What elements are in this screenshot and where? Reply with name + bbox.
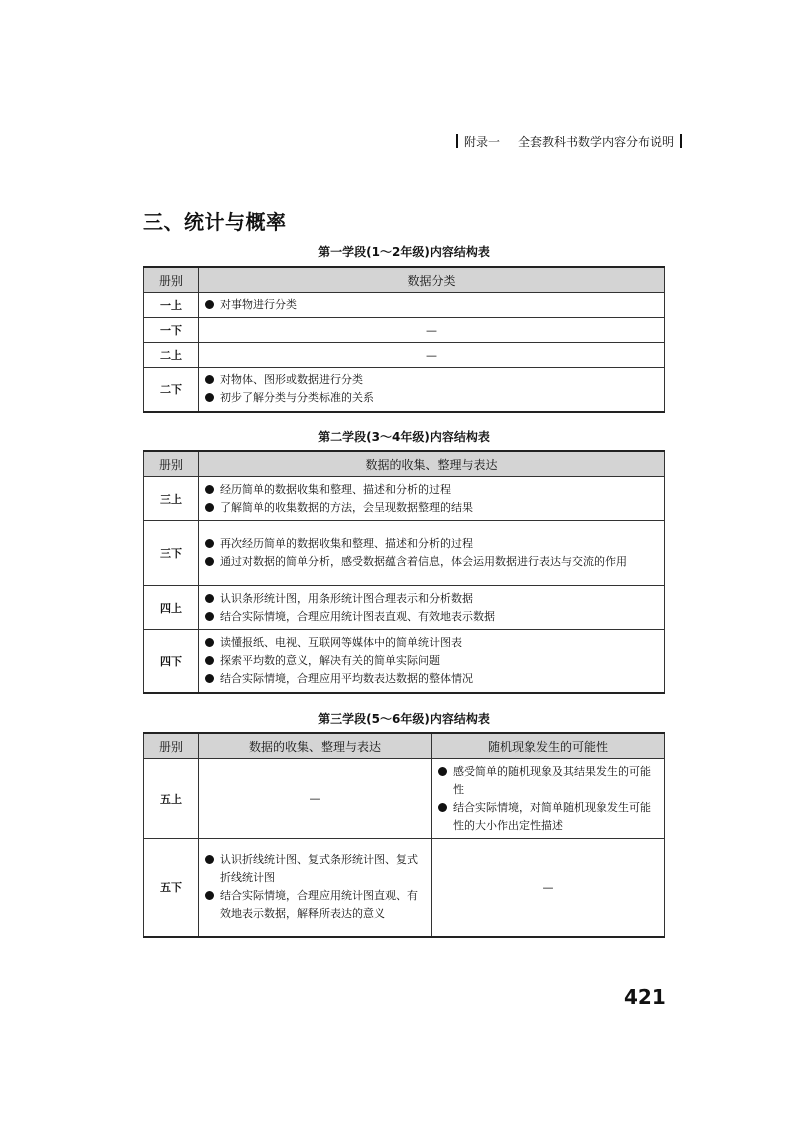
bullet-icon xyxy=(205,300,214,309)
bullet-icon xyxy=(205,557,214,566)
volume-cell: 二上 xyxy=(144,343,199,368)
table-row xyxy=(144,368,665,412)
section-title: 三、统计与概率 xyxy=(143,210,287,234)
empty-dash: — xyxy=(199,343,665,368)
table1 xyxy=(143,266,665,413)
volume-cell: 二下 xyxy=(144,368,199,412)
volume-cell: 一下 xyxy=(144,318,199,343)
list-item: 通过对数据的简单分析，感受数据蕴含着信息，体会运用数据进行表达与交流的作用 xyxy=(205,553,658,571)
list-item: 再次经历简单的数据收集和整理、描述和分析的过程 xyxy=(205,535,658,553)
list-item: 初步了解分类与分类标准的关系 xyxy=(205,389,658,407)
table-row xyxy=(144,630,665,693)
bullet-icon xyxy=(205,503,214,512)
volume-cell: 四上 xyxy=(144,586,199,630)
header-right-rule xyxy=(680,134,682,148)
running-header xyxy=(456,132,696,150)
table-row xyxy=(144,521,665,586)
header-left-rule xyxy=(456,134,458,148)
bullet-icon xyxy=(205,891,214,900)
list-item: 认识条形统计图，用条形统计图合理表示和分析数据 xyxy=(205,590,658,608)
volume-cell: 五下 xyxy=(144,839,199,937)
bullet-icon xyxy=(205,674,214,683)
table3-caption: 第三学段(5～6年级)内容结构表 xyxy=(318,712,490,726)
volume-cell: 一上 xyxy=(144,293,199,318)
table2 xyxy=(143,450,665,694)
list-item: 对事物进行分类 xyxy=(205,296,658,314)
page-number: 421 xyxy=(624,985,666,1009)
list-item: 了解简单的收集数据的方法，会呈现数据整理的结果 xyxy=(205,499,658,517)
table3 xyxy=(143,732,665,938)
table-row xyxy=(144,586,665,630)
bullet-icon xyxy=(205,375,214,384)
volume-cell: 五上 xyxy=(144,759,199,839)
bullet-icon xyxy=(205,855,214,864)
table1-header-volume: 册别 xyxy=(144,267,199,293)
empty-dash: — xyxy=(199,318,665,343)
list-item: 探索平均数的意义，解决有关的简单实际问题 xyxy=(205,652,658,670)
table-row xyxy=(144,343,665,368)
table-row xyxy=(144,839,665,937)
volume-cell: 四下 xyxy=(144,630,199,693)
table-row xyxy=(144,318,665,343)
table-row xyxy=(144,759,665,839)
list-item: 结合实际情境，对简单随机现象发生可能性的大小作出定性描述 xyxy=(438,799,658,835)
bullet-icon xyxy=(205,539,214,548)
table-row xyxy=(144,293,665,318)
list-item: 结合实际情境，合理应用平均数表达数据的整体情况 xyxy=(205,670,658,688)
empty-dash: — xyxy=(199,759,432,839)
empty-dash: — xyxy=(432,839,665,937)
volume-cell: 三下 xyxy=(144,521,199,586)
bullet-icon xyxy=(205,612,214,621)
appendix-label: 附录一 xyxy=(464,134,501,149)
bullet-icon xyxy=(205,485,214,494)
table-row xyxy=(144,477,665,521)
list-item: 对物体、图形或数据进行分类 xyxy=(205,371,658,389)
bullet-icon xyxy=(438,803,447,812)
list-item: 结合实际情境，合理应用统计图直观、有效地表示数据，解释所表达的意义 xyxy=(205,887,425,923)
list-item: 认识折线统计图、复式条形统计图、复式折线统计图 xyxy=(205,851,425,887)
list-item: 感受简单的随机现象及其结果发生的可能性 xyxy=(438,763,658,799)
table3-header-volume: 册别 xyxy=(144,733,199,759)
list-item: 结合实际情境，合理应用统计图表直观、有效地表示数据 xyxy=(205,608,658,626)
bullet-icon xyxy=(205,656,214,665)
table2-header-volume: 册别 xyxy=(144,451,199,477)
table1-caption: 第一学段(1～2年级)内容结构表 xyxy=(318,245,490,259)
table3-header-data: 数据的收集、整理与表达 xyxy=(199,733,432,759)
table3-header-probability: 随机现象发生的可能性 xyxy=(432,733,665,759)
header-title: 全套教科书数学内容分布说明 xyxy=(518,134,675,149)
bullet-icon xyxy=(205,638,214,647)
bullet-icon xyxy=(205,594,214,603)
bullet-icon xyxy=(438,767,447,776)
bullet-icon xyxy=(205,393,214,402)
table2-header-content: 数据的收集、整理与表达 xyxy=(199,451,665,477)
table1-header-content: 数据分类 xyxy=(199,267,665,293)
list-item: 经历简单的数据收集和整理、描述和分析的过程 xyxy=(205,481,658,499)
table2-caption: 第二学段(3～4年级)内容结构表 xyxy=(318,430,490,444)
volume-cell: 三上 xyxy=(144,477,199,521)
list-item: 读懂报纸、电视、互联网等媒体中的简单统计图表 xyxy=(205,634,658,652)
